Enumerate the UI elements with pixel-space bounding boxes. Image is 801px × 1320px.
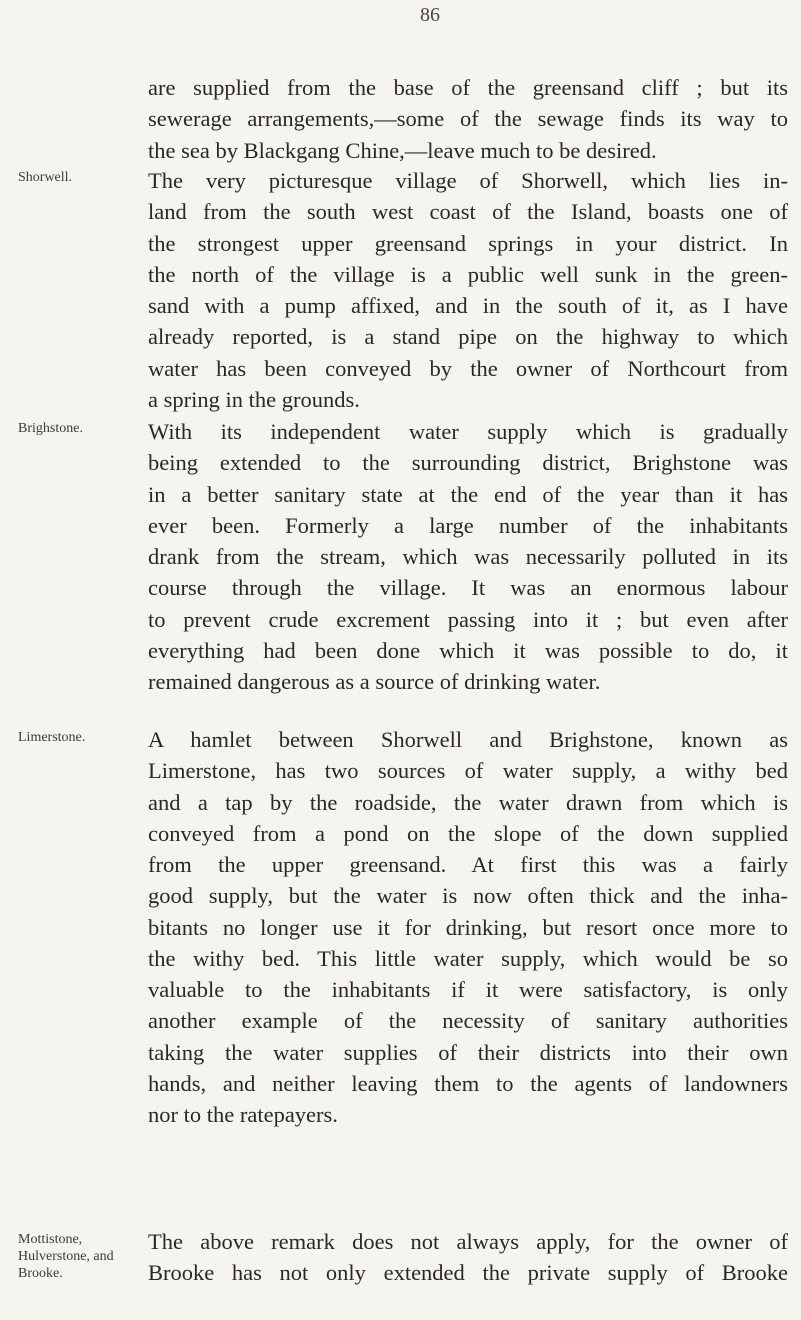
paragraph-shorwell <box>148 165 788 415</box>
margin-note-mottistone: Mottistone, Hulverstone, and Brooke. <box>18 1232 114 1281</box>
margin-note-shorwell: Shorwell. <box>18 170 73 185</box>
text-line: from the upper greensand. At first this was a fairly <box>148 852 788 877</box>
text-line: valuable to the inhabitants if it were satisfactory, is only <box>148 977 788 1002</box>
text-line: taking the water supplies of their districts into their own <box>148 1039 788 1065</box>
text-line: ever been. Formerly a large number of the inhabitants <box>148 512 788 538</box>
text-line: water has been conveyed by the owner of Northcourt from <box>148 355 788 381</box>
text-line: Limerstone, has two sources of water supply, a withy bed <box>148 758 788 784</box>
paragraph-continuation <box>148 72 788 166</box>
text-line: sewerage arrangements,—some of the sewage finds its way to <box>148 106 788 132</box>
text-line: a spring in the grounds. <box>148 386 360 412</box>
paragraph-brighstone <box>148 416 788 697</box>
text-line: to prevent crude excrement passing into it ; but even after <box>148 606 788 632</box>
text-line: sand with a pump affixed, and in the south of it, as I have <box>148 293 788 318</box>
text-line: Brooke has not only extended the private supply of Brooke <box>148 1260 788 1286</box>
text-line: nor to the ratepayers. <box>148 1102 338 1127</box>
text-line: With its independent water supply which is gradually <box>148 419 788 444</box>
text-line: the strongest upper greensand springs in your district. In <box>148 230 788 256</box>
text-line: everything had been done which it was possible to do, it <box>148 637 788 663</box>
text-line: good supply, but the water is now often thick and the inha- <box>148 883 788 909</box>
text-line: land from the south west coast of the Island, boasts one of <box>148 199 788 225</box>
text-line: and a tap by the roadside, the water drawn from which is <box>148 789 788 815</box>
text-line: being extended to the surrounding district, Brighstone was <box>148 450 788 476</box>
paragraph-mottistone <box>148 1226 788 1289</box>
text-line: the north of the village is a public well sunk in the green- <box>148 261 788 287</box>
text-line: are supplied from the base of the greensand cliff ; but its <box>148 75 788 100</box>
page-number: 86 <box>420 4 440 26</box>
text-line: The above remark does not always apply, for the owner of <box>148 1229 788 1254</box>
text-line: The very picturesque village of Shorwell, which lies in- <box>148 168 788 193</box>
text-line: another example of the necessity of sanitary authorities <box>148 1008 788 1034</box>
text-line: already reported, is a stand pipe on the highway to which <box>148 324 788 350</box>
text-line: bitants no longer use it for drinking, but resort once more to <box>148 914 788 940</box>
text-line: in a better sanitary state at the end of the year than it has <box>148 481 788 507</box>
text-line: the sea by Blackgang Chine,—leave much to be desired. <box>148 137 657 163</box>
text-line: hands, and neither leaving them to the agents of landowners <box>148 1070 788 1096</box>
text-line: course through the village. It was an enormous labour <box>148 575 788 601</box>
margin-note-limerstone: Limerstone. <box>18 730 86 745</box>
text-line: conveyed from a pond on the slope of the down supplied <box>148 820 788 846</box>
text-line: the withy bed. This little water supply, which would be so <box>148 945 788 971</box>
paragraph-limerstone <box>148 724 788 1130</box>
text-line: A hamlet between Shorwell and Brighstone, known as <box>148 727 788 752</box>
margin-note-brighstone: Brighstone. <box>18 421 83 436</box>
text-line: drank from the stream, which was necessarily polluted in its <box>148 544 788 569</box>
text-line: remained dangerous as a source of drinking water. <box>148 669 601 694</box>
